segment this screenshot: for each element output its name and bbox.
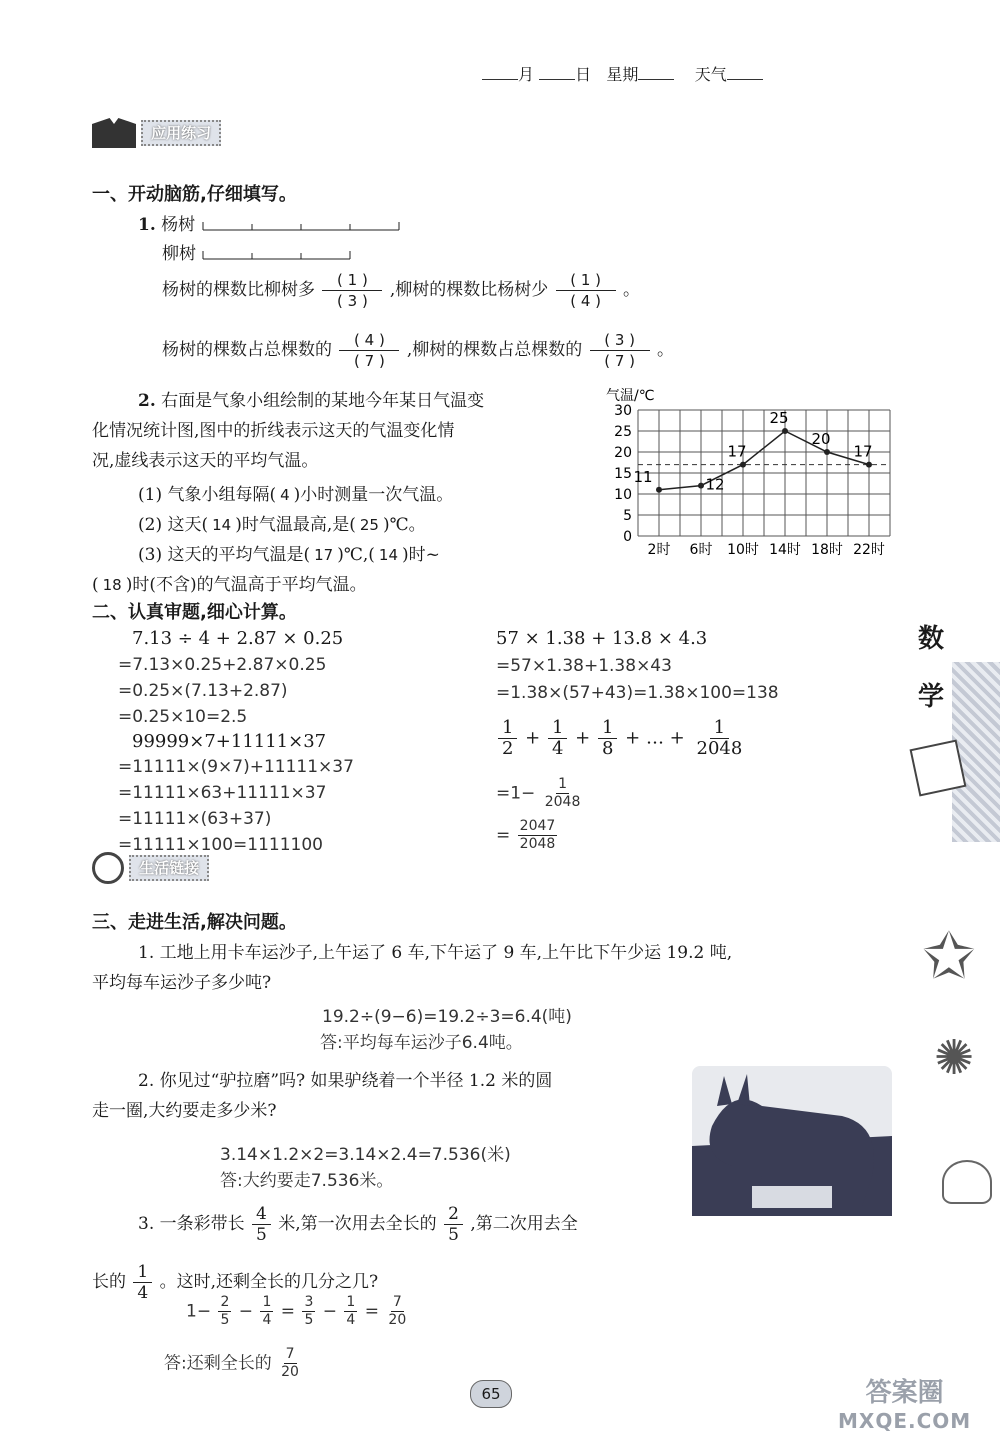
practice-banner bbox=[92, 118, 221, 148]
x-tick-label: 22时 bbox=[853, 542, 885, 558]
life-banner bbox=[92, 852, 209, 884]
s3-q2 bbox=[92, 1066, 552, 1126]
s3-q2-line1: 2. 你见过“驴拉磨”吗? 如果驴绕着一个半径 1.2 米的圆 bbox=[138, 1071, 553, 1091]
r3-prefix: = bbox=[496, 825, 511, 846]
calc-left2-step2: =11111×63+11111×37 bbox=[118, 783, 327, 803]
data-label: 12 bbox=[705, 475, 725, 494]
s3-q3-work bbox=[186, 1294, 410, 1329]
q1-s1-mid: ,柳树的棵数比杨树少 bbox=[389, 280, 549, 300]
q2-p2-mid: )时气温最高,是( bbox=[235, 515, 356, 535]
watermark bbox=[838, 1372, 971, 1433]
q3-ans-num: 7 bbox=[285, 1346, 295, 1362]
series-term bbox=[498, 718, 517, 759]
calc-right2-step1 bbox=[496, 776, 584, 811]
w-f1-num: 2 bbox=[220, 1294, 230, 1310]
yang-segment bbox=[201, 218, 401, 234]
y-tick-label: 5 bbox=[623, 508, 632, 524]
s3-q3-answer bbox=[164, 1346, 303, 1381]
q3-l2-b: 。这时,还剩全长的几分之几? bbox=[159, 1272, 379, 1292]
data-point bbox=[656, 487, 662, 493]
t3-num: 1 bbox=[598, 718, 617, 739]
x-tick-label: 2时 bbox=[647, 542, 671, 558]
q2-p1-answer: 4 bbox=[280, 486, 290, 504]
q3-frac-length bbox=[252, 1204, 271, 1245]
data-label: 11 bbox=[633, 467, 653, 486]
s3-q1-line2: 平均每车运沙子多少吨? bbox=[92, 973, 272, 993]
s3-q2-work: 3.14×1.2×2=3.14×2.4=7.536(米) bbox=[220, 1145, 511, 1165]
calc-left2-step4: =11111×100=1111100 bbox=[118, 835, 323, 855]
page-number: 65 bbox=[470, 1380, 512, 1408]
f4-num: 3 bbox=[614, 331, 625, 349]
y-tick-label: 0 bbox=[623, 529, 632, 545]
calc-right1-problem: 57 × 1.38 + 13.8 × 4.3 bbox=[496, 628, 708, 649]
section3-title: 三、走进生活,解决问题。 bbox=[92, 912, 297, 933]
y-tick-label: 10 bbox=[614, 487, 632, 503]
w-f3-den: 5 bbox=[304, 1312, 314, 1328]
watermark-line2: MXQE.COM bbox=[838, 1409, 972, 1433]
month-label: 月 bbox=[518, 65, 535, 84]
calc-left1-step1: =7.13×0.25+2.87×0.25 bbox=[118, 655, 327, 675]
watermark-line1: 答案圈 bbox=[865, 1378, 944, 1408]
q3-answer-frac bbox=[279, 1346, 301, 1381]
calc-right1-step1: =57×1.38+1.38×43 bbox=[496, 656, 672, 676]
q3-l1-a: 3. 一条彩带长 bbox=[138, 1214, 245, 1234]
q1-sentence-2 bbox=[162, 330, 674, 371]
w-f4-den: 4 bbox=[346, 1312, 356, 1328]
q2-p2-answer1: 14 bbox=[212, 516, 232, 534]
calc-left2-step1: =11111×(9×7)+11111×37 bbox=[118, 757, 354, 777]
q2-p1-post: )小时测量一次气温。 bbox=[293, 485, 454, 505]
tn-den: 2048 bbox=[696, 738, 743, 759]
x-tick-label: 14时 bbox=[769, 542, 801, 558]
data-label: 25 bbox=[769, 409, 789, 427]
sun-doodle-icon: ✺ bbox=[934, 1030, 975, 1086]
data-point bbox=[782, 428, 788, 434]
calc-left1-step2: =0.25×(7.13+2.87) bbox=[118, 681, 288, 701]
q3-l1-b: 米,第一次用去全长的 bbox=[278, 1214, 437, 1234]
practice-banner-text: 应用练习 bbox=[141, 120, 221, 146]
data-point bbox=[866, 462, 872, 468]
q2-p1-pre: (1) 气象小组每隔( bbox=[138, 485, 277, 505]
t2-num: 1 bbox=[548, 718, 567, 739]
paper-pencil-icon bbox=[910, 740, 967, 797]
r2-num: 1 bbox=[558, 776, 567, 792]
section2-title: 二、认真审题,细心计算。 bbox=[92, 602, 297, 623]
data-point bbox=[824, 449, 830, 455]
f2-den: 4 bbox=[580, 292, 591, 310]
date-header bbox=[482, 62, 763, 85]
chain-icon bbox=[92, 852, 124, 884]
q1-s2-pre: 杨树的棵数占总棵数的 bbox=[162, 340, 332, 360]
r3-fraction bbox=[518, 818, 558, 853]
q2-p3-l2-post: )时(不含)的气温高于平均气温。 bbox=[125, 575, 367, 595]
banner-book-icon bbox=[92, 118, 136, 148]
t1-den: 2 bbox=[502, 738, 514, 759]
data-label: 20 bbox=[811, 430, 831, 448]
f-first-num: 2 bbox=[444, 1204, 463, 1225]
f-len-num: 4 bbox=[252, 1204, 271, 1225]
w-f5-den: 20 bbox=[388, 1312, 407, 1328]
s3-q1-work: 19.2÷(9−6)=19.2÷3=6.4(吨) bbox=[322, 1007, 572, 1027]
f-len-den: 5 bbox=[256, 1225, 267, 1245]
yang-label: 杨树 bbox=[161, 215, 196, 235]
w-f5-num: 7 bbox=[392, 1294, 402, 1310]
w-f3-num: 3 bbox=[304, 1294, 314, 1310]
calc-left2-problem: 99999×7+11111×37 bbox=[132, 731, 327, 752]
q2-p3-answer3: 18 bbox=[102, 576, 122, 594]
tn-num: 1 bbox=[710, 718, 729, 739]
liu-label: 柳树 bbox=[162, 244, 196, 264]
subject-char-1: 数 bbox=[918, 624, 945, 654]
starfish-icon: ✩ bbox=[922, 920, 976, 994]
q1-s1-end: 。 bbox=[623, 280, 641, 300]
chart-yticks bbox=[614, 403, 632, 545]
w-frac bbox=[260, 1294, 273, 1329]
f-second-den: 4 bbox=[137, 1283, 149, 1303]
calc-left-1 bbox=[118, 626, 343, 730]
q2-p3-mid: )℃,( bbox=[337, 545, 375, 565]
w-frac bbox=[386, 1294, 408, 1329]
answer-fraction: $\frac{( 1 )}{( 4 )}$ bbox=[556, 270, 616, 311]
q1-s1-pre: 杨树的棵数比柳树多 bbox=[162, 280, 315, 300]
answer-fraction: $\frac{( 1 )}{( 3 )}$ bbox=[322, 270, 382, 311]
w-minus2: − bbox=[322, 1301, 338, 1322]
data-point bbox=[740, 462, 746, 468]
t3-den: 8 bbox=[601, 738, 614, 759]
q2-p3-answer2: 14 bbox=[378, 546, 398, 564]
q3-frac-first bbox=[444, 1204, 463, 1245]
calc-right-2: $\frac{1}{2}$ + $\frac{1}{4}$ + $\frac{1}{8}$ + … + $\frac{1}{2048}$ bbox=[496, 718, 748, 759]
w-f2-num: 1 bbox=[262, 1294, 272, 1310]
calc-left1-step3: =0.25×10=2.5 bbox=[118, 707, 248, 727]
q3-ans-den: 20 bbox=[281, 1364, 299, 1380]
q3-l2-a: 长的 bbox=[92, 1272, 126, 1292]
w-frac bbox=[302, 1294, 315, 1329]
section1-title: 一、开动脑筋,仔细填写。 bbox=[92, 184, 297, 205]
f3-den: 7 bbox=[364, 352, 375, 370]
weekday-label: 星期 bbox=[606, 65, 639, 84]
q1-tree-diagram bbox=[138, 210, 401, 264]
f-first-den: 5 bbox=[448, 1225, 459, 1245]
w-f1-den: 5 bbox=[220, 1312, 230, 1328]
f2-num: 1 bbox=[580, 271, 591, 289]
q2-line1: 右面是气象小组绘制的某地今年某日气温变 bbox=[161, 391, 485, 411]
s3-q2-line2: 走一圈,大约要走多少米? bbox=[92, 1101, 277, 1121]
x-tick-label: 10时 bbox=[727, 542, 759, 558]
q3-answer-pre: 答:还剩全长的 bbox=[164, 1353, 272, 1374]
q2-p3-post: )时~ bbox=[402, 545, 440, 565]
w-1: 1− bbox=[186, 1301, 212, 1322]
weather-label: 天气 bbox=[694, 65, 727, 84]
q2-text bbox=[92, 386, 484, 600]
y-tick-label: 20 bbox=[614, 445, 632, 461]
chart-grid bbox=[638, 410, 890, 536]
f3-num: 4 bbox=[364, 331, 375, 349]
q1-sentence-1 bbox=[162, 270, 640, 311]
x-tick-label: 18时 bbox=[811, 542, 843, 558]
q1-s2-mid: ,柳树的棵数占总棵数的 bbox=[406, 340, 583, 360]
q2-p3-answer1: 17 bbox=[314, 546, 334, 564]
x-tick-label: 6时 bbox=[689, 542, 713, 558]
q2-line2: 化情况统计图,图中的折线表示这天的气温变化情 bbox=[92, 421, 455, 441]
octopus-doodle-icon bbox=[942, 1160, 992, 1204]
r2-den: 2048 bbox=[544, 794, 581, 810]
r2-prefix: =1− bbox=[496, 783, 536, 804]
y-tick-label: 30 bbox=[614, 403, 632, 419]
q2-p3-l2-pre: ( bbox=[92, 575, 99, 595]
liu-segment bbox=[201, 247, 353, 263]
r3-num: 2047 bbox=[519, 818, 556, 834]
subject-char-2: 学 bbox=[918, 682, 945, 712]
q2-p3-pre: (3) 这天的平均气温是( bbox=[138, 545, 311, 565]
calc-right1-step2: =1.38×(57+43)=1.38×100=138 bbox=[496, 683, 779, 703]
r2-fraction bbox=[543, 776, 583, 811]
data-label: 17 bbox=[853, 442, 873, 461]
s3-q1-answer: 答:平均每车运沙子6.4吨。 bbox=[320, 1033, 523, 1053]
life-banner-text: 生活链接 bbox=[129, 855, 209, 881]
q3-l1-c: ,第二次用去全 bbox=[470, 1214, 578, 1234]
f1-num: 1 bbox=[347, 271, 358, 289]
w-frac bbox=[344, 1294, 357, 1329]
temperature-line-chart bbox=[600, 384, 900, 564]
q2-p2-post: )℃。 bbox=[382, 515, 426, 535]
q1-s2-end: 。 bbox=[657, 340, 675, 360]
w-frac bbox=[218, 1294, 231, 1329]
f4-den: 7 bbox=[614, 352, 625, 370]
chart-points bbox=[633, 409, 872, 494]
calc-left-2 bbox=[118, 730, 354, 858]
w-f4-num: 1 bbox=[346, 1294, 356, 1310]
series-term bbox=[693, 718, 747, 759]
series-term bbox=[548, 718, 567, 759]
s3-q2-answer: 答:大约要走7.536米。 bbox=[220, 1171, 394, 1191]
w-minus1: − bbox=[238, 1301, 254, 1322]
w-eq1: = bbox=[280, 1301, 296, 1322]
s3-q1-line1: 1. 工地上用卡车运沙子,上午运了 6 车,下午运了 9 车,上午比下午少运 19.2 吨, bbox=[138, 943, 733, 963]
series-term bbox=[598, 718, 617, 759]
calc-right-1 bbox=[496, 626, 779, 706]
chart-xticks bbox=[648, 542, 885, 558]
t1-num: 1 bbox=[498, 718, 517, 739]
r3-den: 2048 bbox=[519, 836, 556, 852]
calc-right2-step2 bbox=[496, 818, 559, 853]
t2-den: 4 bbox=[551, 738, 564, 759]
calc-left2-step3: =11111×(63+37) bbox=[118, 809, 272, 829]
q2-number: 2. bbox=[138, 391, 156, 411]
q2-line3: 况,虚线表示这天的平均气温。 bbox=[92, 451, 319, 471]
data-point bbox=[698, 483, 704, 489]
data-label: 17 bbox=[727, 442, 747, 461]
y-tick-label: 15 bbox=[614, 466, 632, 482]
s3-q3-line1 bbox=[138, 1204, 578, 1245]
answer-fraction: $\frac{( 4 )}{( 7 )}$ bbox=[339, 330, 399, 371]
chart-ylabel: 气温/℃ bbox=[606, 388, 655, 404]
day-label: 日 bbox=[575, 65, 592, 84]
series-dots: + … + bbox=[625, 727, 685, 749]
w-f2-den: 4 bbox=[262, 1312, 272, 1328]
s3-q1 bbox=[92, 938, 732, 998]
f1-den: 3 bbox=[347, 292, 358, 310]
answer-fraction: $\frac{( 3 )}{( 7 )}$ bbox=[590, 330, 650, 371]
q1-number: 1. bbox=[138, 215, 156, 235]
f-second-num: 1 bbox=[133, 1262, 152, 1283]
donkey-illustration bbox=[692, 1066, 892, 1216]
q3-frac-second bbox=[133, 1262, 152, 1303]
w-eq2: = bbox=[364, 1301, 379, 1322]
calc-left1-problem: 7.13 ÷ 4 + 2.87 × 0.25 bbox=[132, 628, 344, 649]
q2-p2-pre: (2) 这天( bbox=[138, 515, 209, 535]
y-tick-label: 25 bbox=[614, 424, 632, 440]
q2-p2-answer2: 25 bbox=[359, 516, 379, 534]
